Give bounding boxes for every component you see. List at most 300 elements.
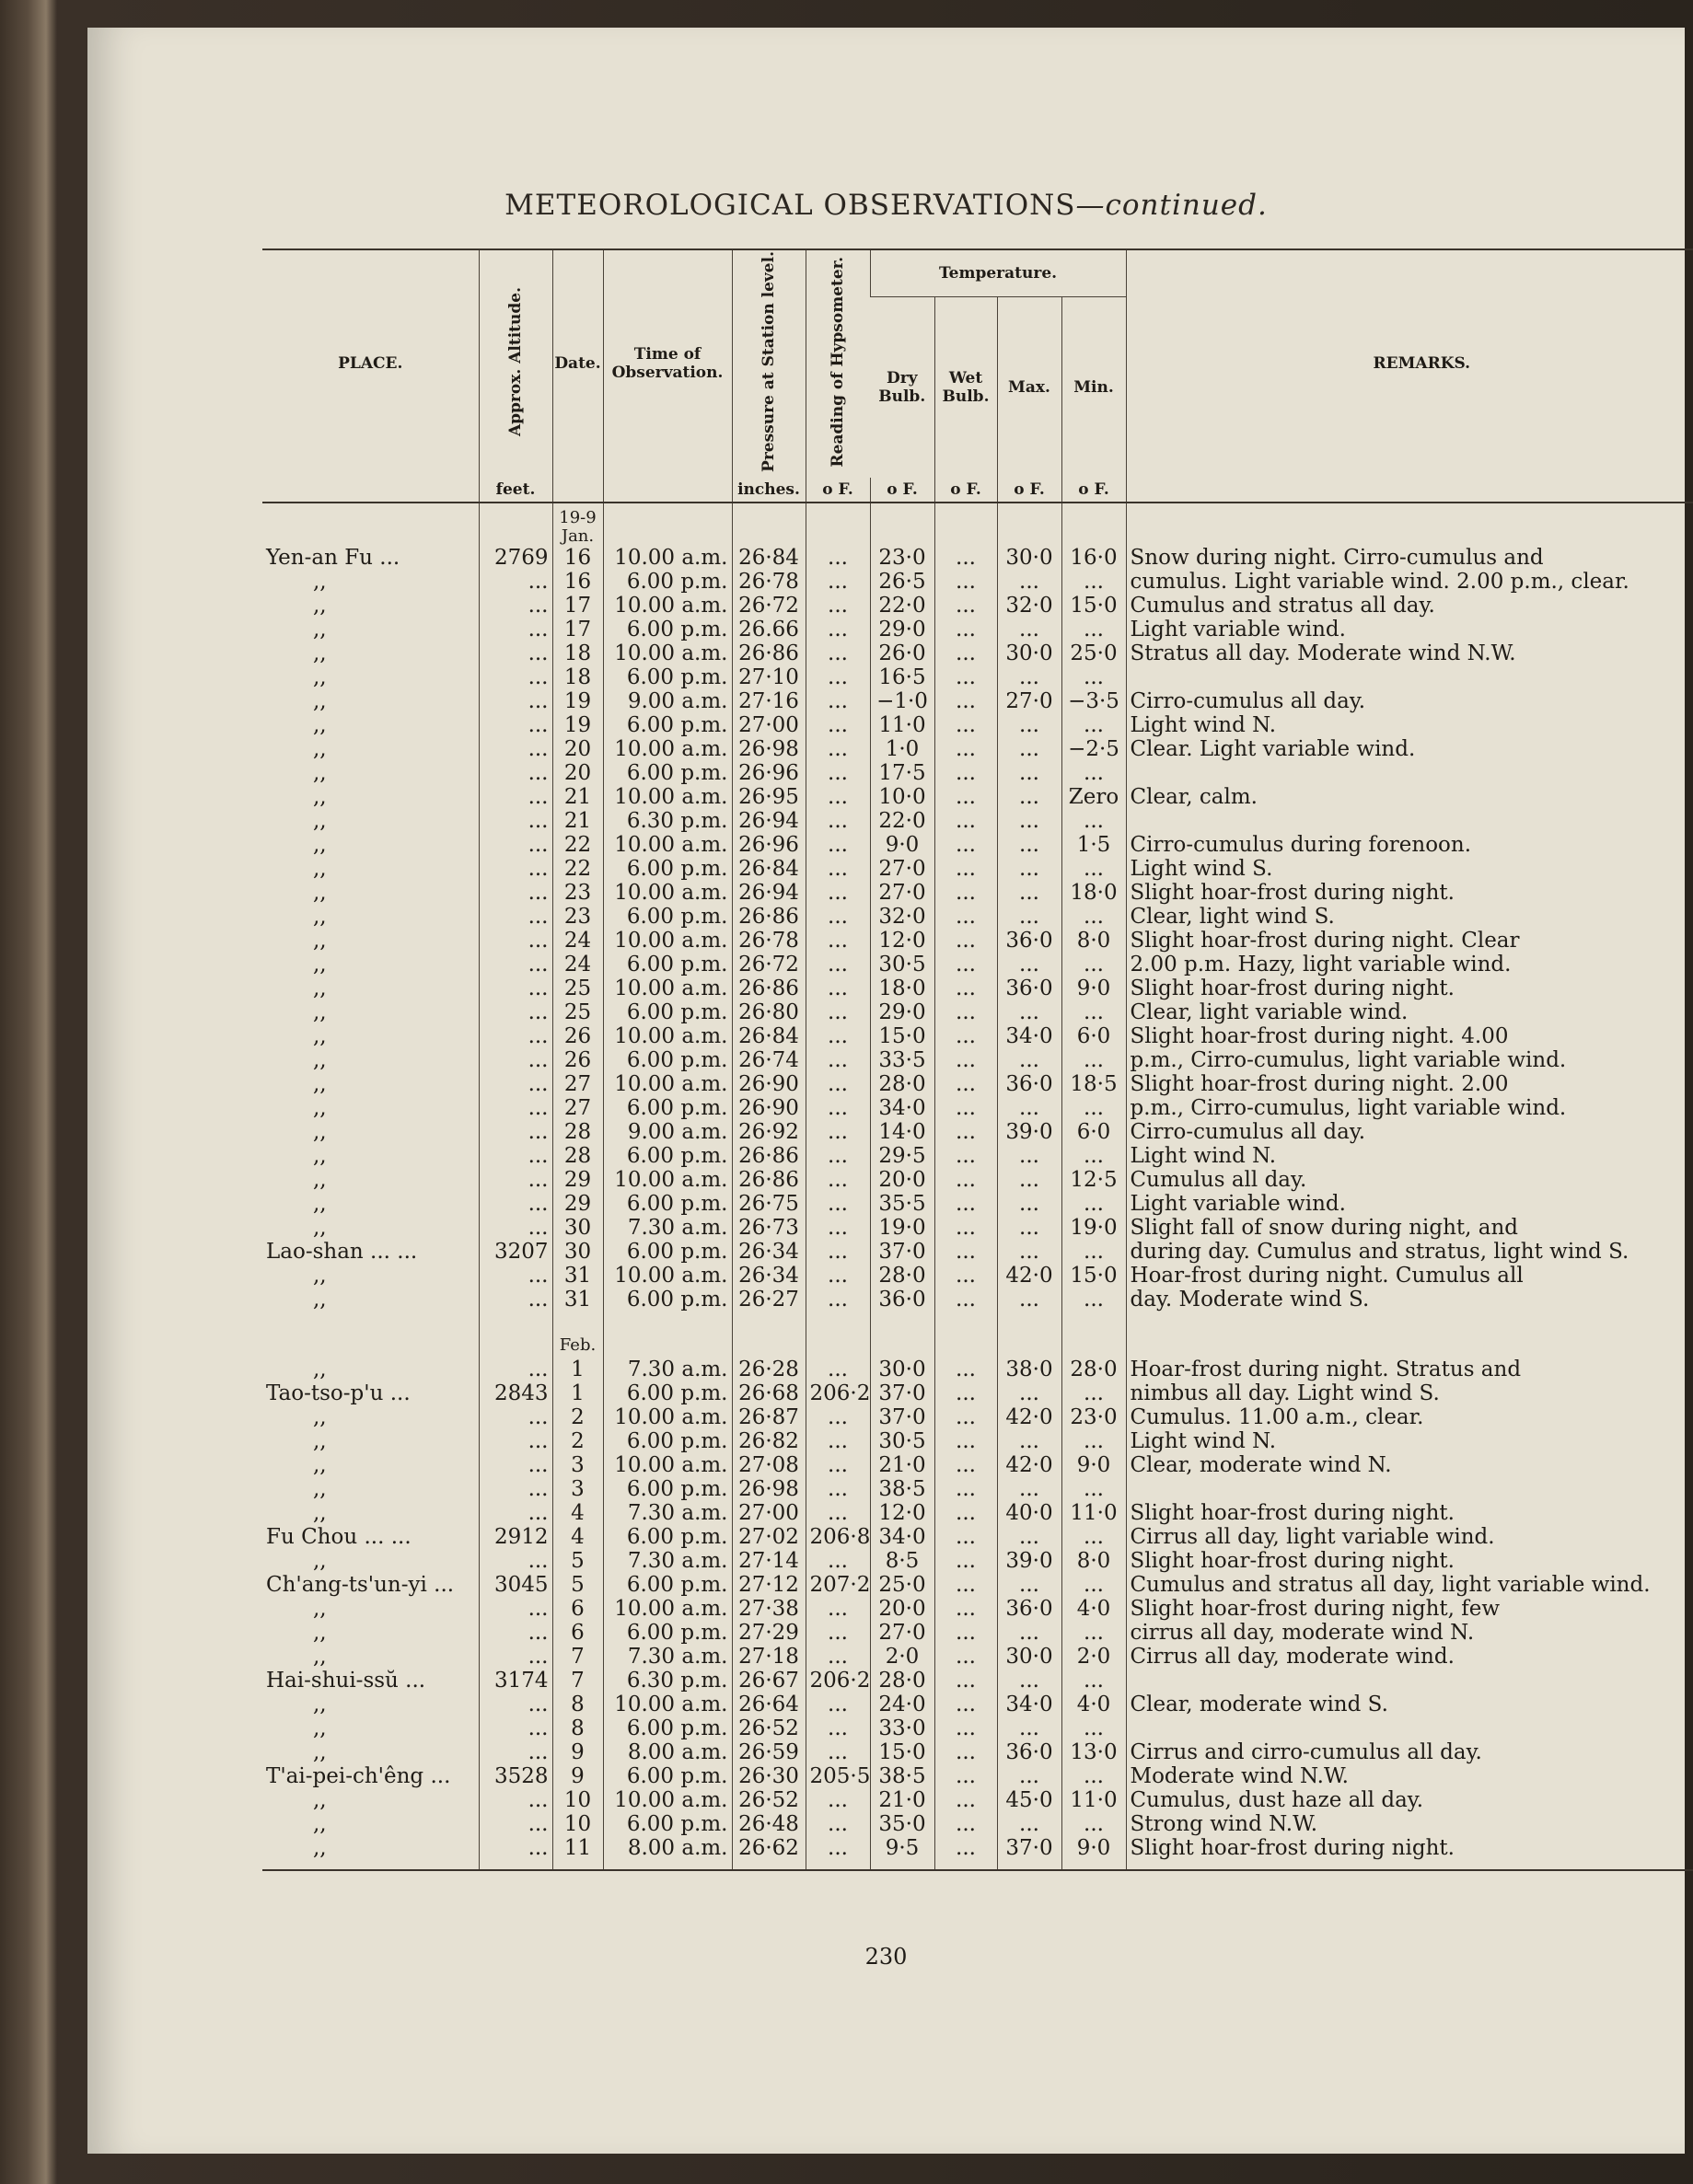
cell-remarks: [1126, 761, 1693, 785]
cell-dry-bulb: 30·5: [870, 953, 934, 976]
cell-min: 2·0: [1061, 1645, 1126, 1669]
cell-time: 10.00 a.m.: [603, 976, 732, 1000]
cell-pressure: 27·38: [732, 1597, 806, 1621]
month-row-feb: [262, 1312, 1693, 1358]
cell-time: 10.00 a.m.: [603, 594, 732, 618]
cell-pressure: 27·16: [732, 689, 806, 713]
cell-date: 22: [552, 857, 603, 881]
cell-hypsometer: 206·2: [806, 1669, 870, 1693]
cell-dry-bulb: 22·0: [870, 594, 934, 618]
cell-place: Tao-tso-p'u ...: [266, 1381, 411, 1405]
cell-hypsometer: ...: [806, 1453, 870, 1477]
header-temperature: Temperature.: [870, 249, 1126, 297]
cell-date: 16: [552, 546, 603, 570]
cell-date: 24: [552, 929, 603, 953]
cell-pressure: 26·27: [732, 1288, 806, 1312]
cell-dry-bulb: 9·5: [870, 1836, 934, 1860]
cell-place: ,,: [313, 1047, 327, 1072]
table-row: [262, 1645, 1693, 1669]
cell-place: ,,: [313, 688, 327, 713]
cell-max: ...: [997, 1381, 1061, 1405]
cell-remarks: Cumulus, dust haze all day.: [1126, 1788, 1693, 1812]
cell-hypsometer: ...: [806, 761, 870, 785]
cell-altitude: 2843: [479, 1381, 552, 1405]
cell-date: 3: [552, 1477, 603, 1501]
cell-hypsometer: ...: [806, 1072, 870, 1096]
cell-min: 25·0: [1061, 641, 1126, 665]
cell-remarks: Clear, light wind S.: [1126, 905, 1693, 929]
cell-hypsometer: ...: [806, 665, 870, 689]
cell-max: 30·0: [997, 546, 1061, 570]
cell-altitude: ...: [479, 594, 552, 618]
table-row: [262, 1549, 1693, 1573]
cell-min: 8·0: [1061, 1549, 1126, 1573]
cell-time: 6.00 p.m.: [603, 1048, 732, 1072]
cell-pressure: 26·52: [732, 1788, 806, 1812]
cell-date: 26: [552, 1024, 603, 1048]
cell-max: ...: [997, 1764, 1061, 1788]
table-row: [262, 594, 1693, 618]
cell-min: 9·0: [1061, 1836, 1126, 1860]
cell-date: 18: [552, 641, 603, 665]
cell-place: ,,: [313, 1263, 327, 1288]
cell-max: ...: [997, 809, 1061, 833]
cell-pressure: 26·67: [732, 1669, 806, 1693]
cell-min: Zero: [1061, 785, 1126, 809]
cell-remarks: Slight hoar-frost during night.: [1126, 881, 1693, 905]
cell-wet-bulb: ...: [934, 953, 997, 976]
cell-date: 1: [552, 1358, 603, 1381]
cell-remarks: Slight hoar-frost during night.: [1126, 976, 1693, 1000]
cell-min: 9·0: [1061, 976, 1126, 1000]
cell-max: ...: [997, 1812, 1061, 1836]
cell-altitude: ...: [479, 857, 552, 881]
cell-dry-bulb: −1·0: [870, 689, 934, 713]
cell-wet-bulb: ...: [934, 1597, 997, 1621]
cell-place: Lao-shan ... ...: [266, 1239, 418, 1264]
cell-time: 6.00 p.m.: [603, 761, 732, 785]
cell-pressure: 26·72: [732, 953, 806, 976]
cell-pressure: 26·98: [732, 737, 806, 761]
cell-date: 5: [552, 1573, 603, 1597]
cell-place: ,,: [313, 1620, 327, 1645]
table-row: [262, 641, 1693, 665]
cell-place: Yen-an Fu ...: [266, 545, 400, 570]
cell-altitude: ...: [479, 618, 552, 641]
cell-wet-bulb: ...: [934, 1288, 997, 1312]
cell-dry-bulb: 37·0: [870, 1381, 934, 1405]
cell-time: 7.30 a.m.: [603, 1645, 732, 1669]
cell-remarks: Light wind S.: [1126, 857, 1693, 881]
cell-time: 10.00 a.m.: [603, 1405, 732, 1429]
cell-dry-bulb: 29·5: [870, 1144, 934, 1168]
cell-hypsometer: 205·5: [806, 1764, 870, 1788]
cell-max: ...: [997, 1096, 1061, 1120]
cell-time: 6.00 p.m.: [603, 618, 732, 641]
table-row: [262, 929, 1693, 953]
cell-wet-bulb: ...: [934, 570, 997, 594]
cell-altitude: ...: [479, 929, 552, 953]
cell-min: 1·5: [1061, 833, 1126, 857]
page-number: 230: [864, 1944, 908, 1970]
table-row: [262, 761, 1693, 785]
cell-remarks: Snow during night. Cirro-cumulus and: [1126, 546, 1693, 570]
table-row: [262, 1788, 1693, 1812]
cell-place: ,,: [313, 664, 327, 689]
cell-time: 6.30 p.m.: [603, 809, 732, 833]
cell-remarks: Cumulus and stratus all day.: [1126, 594, 1693, 618]
cell-max: 42·0: [997, 1264, 1061, 1288]
cell-hypsometer: ...: [806, 1836, 870, 1860]
cell-remarks: [1126, 1669, 1693, 1693]
cell-altitude: ...: [479, 1812, 552, 1836]
cell-dry-bulb: 27·0: [870, 857, 934, 881]
cell-max: 30·0: [997, 641, 1061, 665]
cell-place: ,,: [313, 1787, 327, 1812]
cell-wet-bulb: ...: [934, 1192, 997, 1216]
cell-max: ...: [997, 1216, 1061, 1240]
cell-min: ...: [1061, 1477, 1126, 1501]
table-row: [262, 1264, 1693, 1288]
cell-wet-bulb: ...: [934, 641, 997, 665]
cell-time: 9.00 a.m.: [603, 689, 732, 713]
cell-hypsometer: ...: [806, 809, 870, 833]
cell-pressure: 26·30: [732, 1764, 806, 1788]
table-row: [262, 1096, 1693, 1120]
cell-pressure: 26·80: [732, 1000, 806, 1024]
unit-max: o F.: [997, 478, 1061, 503]
cell-remarks: Cumulus and stratus all day, light variable wind.: [1126, 1573, 1693, 1597]
cell-remarks: [1126, 1477, 1693, 1501]
cell-pressure: 26·84: [732, 546, 806, 570]
cell-place: ,,: [313, 1023, 327, 1048]
unit-wet: o F.: [934, 478, 997, 503]
cell-hypsometer: ...: [806, 618, 870, 641]
cell-dry-bulb: 35·5: [870, 1192, 934, 1216]
table-row: [262, 1716, 1693, 1740]
cell-remarks: [1126, 809, 1693, 833]
cell-max: ...: [997, 833, 1061, 857]
cell-max: ...: [997, 713, 1061, 737]
header-altitude: Approx. Altitude.: [479, 249, 552, 478]
cell-min: ...: [1061, 857, 1126, 881]
cell-place: T'ai-pei-ch'êng ...: [266, 1763, 451, 1788]
cell-min: 11·0: [1061, 1501, 1126, 1525]
table-row: [262, 1144, 1693, 1168]
cell-min: −3·5: [1061, 689, 1126, 713]
cell-remarks: Hoar-frost during night. Cumulus all: [1126, 1264, 1693, 1288]
cell-altitude: ...: [479, 881, 552, 905]
cell-min: ...: [1061, 1240, 1126, 1264]
cell-time: 6.00 p.m.: [603, 1621, 732, 1645]
table-row: [262, 1621, 1693, 1645]
cell-remarks: Clear, moderate wind N.: [1126, 1453, 1693, 1477]
table-row: [262, 570, 1693, 594]
cell-altitude: 3045: [479, 1573, 552, 1597]
cell-pressure: 26·86: [732, 1144, 806, 1168]
cell-min: ...: [1061, 809, 1126, 833]
cell-dry-bulb: 9·0: [870, 833, 934, 857]
cell-date: 28: [552, 1120, 603, 1144]
book-page: [87, 28, 1685, 2154]
table-row: [262, 1048, 1693, 1072]
table-row: [262, 1381, 1693, 1405]
cell-time: 6.00 p.m.: [603, 1812, 732, 1836]
table-row: [262, 1288, 1693, 1312]
cell-dry-bulb: 8·5: [870, 1549, 934, 1573]
cell-altitude: ...: [479, 833, 552, 857]
table-row: [262, 881, 1693, 905]
cell-time: 10.00 a.m.: [603, 641, 732, 665]
cell-time: 6.00 p.m.: [603, 1096, 732, 1120]
cell-remarks: Cirro-cumulus all day.: [1126, 689, 1693, 713]
cell-date: 20: [552, 737, 603, 761]
cell-place: ,,: [313, 1692, 327, 1716]
cell-pressure: 26·62: [732, 1836, 806, 1860]
cell-wet-bulb: ...: [934, 905, 997, 929]
cell-wet-bulb: ...: [934, 1048, 997, 1072]
cell-time: 10.00 a.m.: [603, 737, 732, 761]
cell-remarks: Clear. Light variable wind.: [1126, 737, 1693, 761]
cell-pressure: 27·10: [732, 665, 806, 689]
cell-dry-bulb: 1·0: [870, 737, 934, 761]
cell-hypsometer: ...: [806, 1477, 870, 1501]
observations-table: [262, 248, 1693, 1871]
cell-hypsometer: ...: [806, 1549, 870, 1573]
cell-date: 10: [552, 1788, 603, 1812]
table-row: [262, 905, 1693, 929]
cell-wet-bulb: ...: [934, 809, 997, 833]
cell-min: 4·0: [1061, 1693, 1126, 1716]
cell-time: 6.00 p.m.: [603, 1716, 732, 1740]
table-row: [262, 1501, 1693, 1525]
cell-time: 7.30 a.m.: [603, 1216, 732, 1240]
cell-min: ...: [1061, 618, 1126, 641]
header-max: Max.: [997, 297, 1061, 478]
cell-max: 37·0: [997, 1836, 1061, 1860]
unit-hypsometer: o F.: [806, 478, 870, 503]
cell-place: ,,: [313, 1215, 327, 1240]
cell-pressure: 27·08: [732, 1453, 806, 1477]
cell-wet-bulb: ...: [934, 1000, 997, 1024]
cell-altitude: ...: [479, 1693, 552, 1716]
cell-min: ...: [1061, 1716, 1126, 1740]
cell-wet-bulb: ...: [934, 1764, 997, 1788]
cell-dry-bulb: 17·5: [870, 761, 934, 785]
cell-pressure: 26·28: [732, 1358, 806, 1381]
cell-date: 11: [552, 1836, 603, 1860]
cell-wet-bulb: ...: [934, 1525, 997, 1549]
cell-date: 31: [552, 1288, 603, 1312]
cell-pressure: 26·86: [732, 1168, 806, 1192]
cell-altitude: 3207: [479, 1240, 552, 1264]
cell-wet-bulb: ...: [934, 1144, 997, 1168]
table-row: [262, 1120, 1693, 1144]
cell-hypsometer: ...: [806, 976, 870, 1000]
cell-date: 16: [552, 570, 603, 594]
cell-remarks: 2.00 p.m. Hazy, light variable wind.: [1126, 953, 1693, 976]
cell-date: 28: [552, 1144, 603, 1168]
cell-date: 22: [552, 833, 603, 857]
cell-time: 6.00 p.m.: [603, 1429, 732, 1453]
cell-dry-bulb: 16·5: [870, 665, 934, 689]
cell-max: ...: [997, 857, 1061, 881]
cell-wet-bulb: ...: [934, 1453, 997, 1477]
cell-wet-bulb: ...: [934, 1645, 997, 1669]
cell-max: ...: [997, 570, 1061, 594]
cell-max: ...: [997, 737, 1061, 761]
cell-wet-bulb: ...: [934, 737, 997, 761]
cell-wet-bulb: ...: [934, 618, 997, 641]
cell-time: 10.00 a.m.: [603, 1264, 732, 1288]
cell-time: 6.00 p.m.: [603, 1573, 732, 1597]
cell-wet-bulb: ...: [934, 1549, 997, 1573]
header-wet: Wet Bulb.: [934, 297, 997, 478]
cell-pressure: 26·74: [732, 1048, 806, 1072]
cell-dry-bulb: 28·0: [870, 1072, 934, 1096]
year-month-label: 19-9 Jan.: [552, 503, 603, 546]
cell-max: 36·0: [997, 1597, 1061, 1621]
cell-max: ...: [997, 1240, 1061, 1264]
cell-altitude: ...: [479, 1453, 552, 1477]
cell-remarks: Clear, calm.: [1126, 785, 1693, 809]
cell-altitude: 2769: [479, 546, 552, 570]
cell-altitude: ...: [479, 570, 552, 594]
cell-pressure: 27·02: [732, 1525, 806, 1549]
cell-remarks: Light variable wind.: [1126, 618, 1693, 641]
cell-time: 7.30 a.m.: [603, 1358, 732, 1381]
cell-dry-bulb: 38·5: [870, 1764, 934, 1788]
table-row: [262, 785, 1693, 809]
cell-date: 4: [552, 1501, 603, 1525]
table-header: [262, 249, 1693, 503]
cell-max: 39·0: [997, 1549, 1061, 1573]
cell-place: ,,: [313, 952, 327, 976]
cell-wet-bulb: ...: [934, 1429, 997, 1453]
cell-dry-bulb: 34·0: [870, 1525, 934, 1549]
cell-place: ,,: [313, 569, 327, 594]
cell-date: 8: [552, 1716, 603, 1740]
cell-dry-bulb: 26·5: [870, 570, 934, 594]
cell-dry-bulb: 32·0: [870, 905, 934, 929]
cell-date: 25: [552, 1000, 603, 1024]
cell-pressure: 26·86: [732, 976, 806, 1000]
cell-dry-bulb: 14·0: [870, 1120, 934, 1144]
cell-max: ...: [997, 1525, 1061, 1549]
cell-place: ,,: [313, 1596, 327, 1621]
cell-altitude: ...: [479, 1288, 552, 1312]
unit-min: o F.: [1061, 478, 1126, 503]
cell-wet-bulb: ...: [934, 1740, 997, 1764]
cell-min: ...: [1061, 1621, 1126, 1645]
cell-place: ,,: [313, 1835, 327, 1860]
cell-altitude: ...: [479, 1144, 552, 1168]
table-row: [262, 713, 1693, 737]
cell-hypsometer: ...: [806, 546, 870, 570]
cell-wet-bulb: ...: [934, 1812, 997, 1836]
table-row: [262, 1192, 1693, 1216]
cell-place: ,,: [313, 1739, 327, 1764]
cell-altitude: ...: [479, 713, 552, 737]
cell-remarks: Cirro-cumulus all day.: [1126, 1120, 1693, 1144]
cell-wet-bulb: ...: [934, 976, 997, 1000]
cell-altitude: ...: [479, 1048, 552, 1072]
cell-pressure: 26·78: [732, 929, 806, 953]
cell-remarks: cumulus. Light variable wind. 2.00 p.m., clear.: [1126, 570, 1693, 594]
cell-dry-bulb: 19·0: [870, 1216, 934, 1240]
cell-max: 30·0: [997, 1645, 1061, 1669]
unit-dry: o F.: [870, 478, 934, 503]
cell-altitude: ...: [479, 1501, 552, 1525]
cell-place: ,,: [313, 1500, 327, 1525]
cell-hypsometer: ...: [806, 1716, 870, 1740]
cell-altitude: ...: [479, 1405, 552, 1429]
cell-pressure: 26·52: [732, 1716, 806, 1740]
cell-hypsometer: ...: [806, 1645, 870, 1669]
cell-min: ...: [1061, 1144, 1126, 1168]
cell-wet-bulb: ...: [934, 1501, 997, 1525]
cell-hypsometer: ...: [806, 737, 870, 761]
cell-dry-bulb: 26·0: [870, 641, 934, 665]
cell-max: 32·0: [997, 594, 1061, 618]
cell-time: 8.00 a.m.: [603, 1836, 732, 1860]
cell-hypsometer: ...: [806, 1264, 870, 1288]
cell-place: ,,: [313, 880, 327, 905]
cell-altitude: ...: [479, 976, 552, 1000]
cell-wet-bulb: ...: [934, 1621, 997, 1645]
cell-date: 10: [552, 1812, 603, 1836]
cell-date: 2: [552, 1405, 603, 1429]
cell-place: ,,: [313, 976, 327, 1000]
cell-min: ...: [1061, 1573, 1126, 1597]
cell-place: ,,: [313, 1191, 327, 1216]
cell-place: ,,: [313, 1357, 327, 1381]
cell-wet-bulb: ...: [934, 1788, 997, 1812]
cell-max: ...: [997, 1192, 1061, 1216]
cell-hypsometer: ...: [806, 1429, 870, 1453]
cell-wet-bulb: ...: [934, 1477, 997, 1501]
cell-place: ,,: [313, 1811, 327, 1836]
unit-pressure: inches.: [732, 478, 806, 503]
cell-min: ...: [1061, 570, 1126, 594]
table-row: [262, 1477, 1693, 1501]
cell-hypsometer: ...: [806, 1000, 870, 1024]
cell-wet-bulb: ...: [934, 1072, 997, 1096]
cell-time: 10.00 a.m.: [603, 1024, 732, 1048]
cell-dry-bulb: 27·0: [870, 1621, 934, 1645]
cell-place: ,,: [313, 593, 327, 618]
cell-place: ,,: [313, 1548, 327, 1573]
table-row: [262, 809, 1693, 833]
cell-pressure: 26·98: [732, 1477, 806, 1501]
cell-date: 29: [552, 1168, 603, 1192]
cell-wet-bulb: ...: [934, 881, 997, 905]
cell-min: ...: [1061, 665, 1126, 689]
cell-date: 24: [552, 953, 603, 976]
cell-hypsometer: ...: [806, 1192, 870, 1216]
cell-pressure: 26·92: [732, 1120, 806, 1144]
cell-dry-bulb: 29·0: [870, 618, 934, 641]
cell-min: 9·0: [1061, 1453, 1126, 1477]
cell-date: 6: [552, 1621, 603, 1645]
cell-max: 34·0: [997, 1024, 1061, 1048]
cell-hypsometer: ...: [806, 1358, 870, 1381]
cell-remarks: Stratus all day. Moderate wind N.W.: [1126, 641, 1693, 665]
table-row: [262, 1669, 1693, 1693]
cell-dry-bulb: 35·0: [870, 1812, 934, 1836]
cell-time: 10.00 a.m.: [603, 1168, 732, 1192]
cell-hypsometer: ...: [806, 570, 870, 594]
